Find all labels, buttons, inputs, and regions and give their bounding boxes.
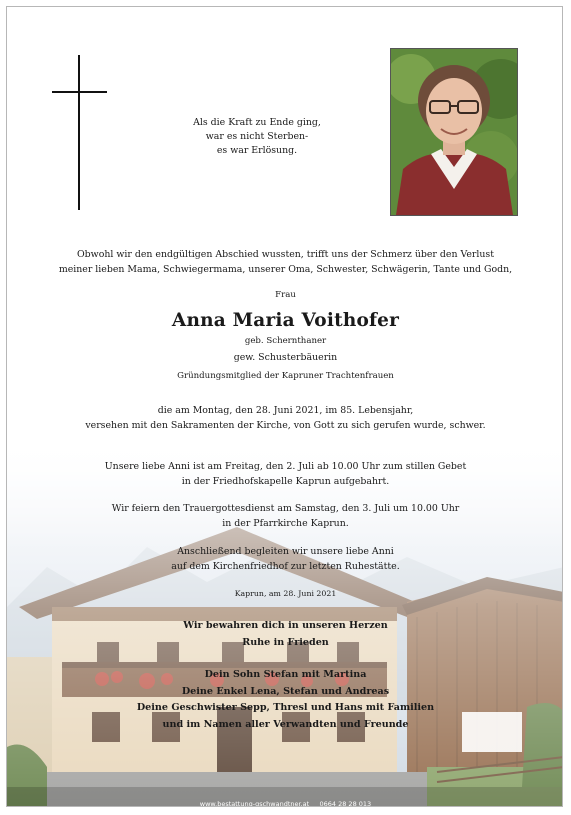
motto xyxy=(7,618,563,651)
salutation: Frau xyxy=(275,290,296,300)
place-date: Kaprun, am 28. Juni 2021 xyxy=(234,589,337,598)
prayer-notice xyxy=(7,459,563,489)
service-line: in der Pfarrkirche Kaprun. xyxy=(222,518,349,529)
death-notice xyxy=(7,403,563,433)
mourner-line: Deine Geschwister Sepp, Thresl und Hans mit Familien xyxy=(136,702,435,713)
farm-name: gew. Schusterbäuerin xyxy=(233,352,338,363)
obituary-card xyxy=(6,6,563,807)
death-line: die am Montag, den 28. Juni 2021, im 85. Lebensjahr, xyxy=(157,405,414,416)
poem-line: es war Erlösung. xyxy=(216,145,298,156)
burial-notice xyxy=(7,544,563,574)
deceased-name: Anna Maria Voithofer xyxy=(171,310,400,331)
mourner-line: und im Namen aller Verwandten und Freunde xyxy=(162,718,409,730)
intro-line: Obwohl wir den endgültigen Abschied wussten, trifft uns der Schmerz über den Verlust xyxy=(76,249,495,260)
birth-name: geb. Schernthaner xyxy=(244,336,327,346)
poem-line: war es nicht Sterben- xyxy=(205,131,309,142)
prayer-line: Unsere liebe Anni ist am Freitag, den 2. Juli ab 10.00 Uhr zum stillen Gebet xyxy=(104,461,467,472)
burial-line: auf dem Kirchenfriedhof zur letzten Ruhestätte. xyxy=(171,561,400,572)
death-line: versehen mit den Sakramenten der Kirche, von Gott zu sich gerufen wurde, schwer. xyxy=(85,420,486,431)
intro-text xyxy=(7,247,563,277)
membership: Gründungsmitglied der Kapruner Trachtenfrauen xyxy=(177,371,394,381)
poem xyxy=(157,116,357,158)
burial-line: Anschließend begleiten wir unsere liebe Anni xyxy=(177,546,394,557)
footer-contact: www.bestattung-gschwandtner.at 0664 28 28 013 xyxy=(199,800,372,807)
mourner-line: Deine Enkel Lena, Stefan und Andreas xyxy=(181,685,390,697)
portrait-photo xyxy=(390,48,518,216)
intro-line: meiner lieben Mama, Schwiegermama, unserer Oma, Schwester, Schwägerin, Tante und Godn, xyxy=(58,264,513,275)
prayer-line: in der Friedhofskapelle Kaprun aufgebahrt. xyxy=(181,476,390,487)
mourners-list xyxy=(7,667,563,733)
service-line: Wir feiern den Trauergottesdienst am Samstag, den 3. Juli um 10.00 Uhr xyxy=(111,503,460,514)
motto-line: Ruhe in Frieden xyxy=(242,636,329,648)
motto-line: Wir bewahren dich in unseren Herzen xyxy=(183,620,388,631)
poem-line: Als die Kraft zu Ende ging, xyxy=(193,117,321,128)
service-notice xyxy=(7,501,563,531)
mourner-line: Dein Sohn Stefan mit Martina xyxy=(204,669,367,680)
cross-icon xyxy=(52,55,107,210)
